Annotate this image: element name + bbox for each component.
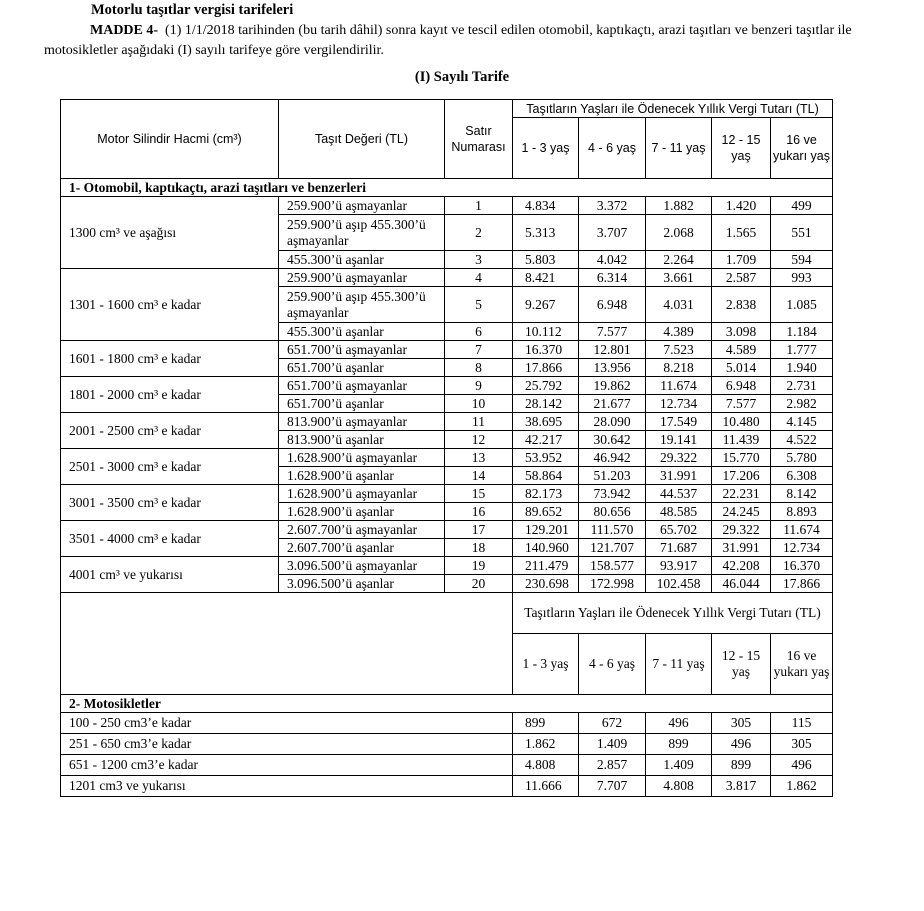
row-number-cell: 11 — [445, 413, 513, 431]
header-age: 16 ve yukarı yaş — [771, 634, 833, 695]
tax-cell: 672 — [579, 713, 646, 734]
tax-cell: 1.409 — [646, 755, 712, 776]
tax-cell: 51.203 — [579, 467, 646, 485]
tax-cell: 5.014 — [712, 359, 771, 377]
tax-cell: 7.577 — [579, 323, 646, 341]
row-number-cell: 15 — [445, 485, 513, 503]
tax-cell: 4.808 — [513, 755, 579, 776]
header-age: 16 ve yukarı yaş — [771, 118, 833, 179]
engine-cell: 4001 cm³ ve yukarısı — [61, 557, 279, 593]
table-row — [61, 755, 833, 776]
value-cell: 259.900’ü aşıp 455.300’ü aşmayanlar — [279, 215, 445, 251]
tax-cell: 5.780 — [771, 449, 833, 467]
tax-cell: 9.267 — [513, 287, 579, 323]
tax-cell: 22.231 — [712, 485, 771, 503]
tax-cell: 19.141 — [646, 431, 712, 449]
tax-cell: 8.218 — [646, 359, 712, 377]
tax-cell: 58.864 — [513, 467, 579, 485]
row-number-cell: 6 — [445, 323, 513, 341]
section-title: 1- Otomobil, kaptıkaçtı, arazi taşıtları ve benzerleri — [61, 179, 833, 197]
tax-cell: 53.952 — [513, 449, 579, 467]
tax-cell: 29.322 — [712, 521, 771, 539]
table-row — [61, 449, 833, 467]
tax-cell: 31.991 — [712, 539, 771, 557]
value-cell: 651.700’ü aşanlar — [279, 395, 445, 413]
tax-cell: 4.589 — [712, 341, 771, 359]
tax-cell: 1.777 — [771, 341, 833, 359]
table-row — [61, 413, 833, 431]
tax-cell: 2.838 — [712, 287, 771, 323]
value-cell: 259.900’ü aşmayanlar — [279, 197, 445, 215]
article-text: (1) 1/1/2018 tarihinden (bu tarih dâhil) sonra kayıt ve tescil edilen otomobil, kaptıkaçtı, arazi taşıtları ve benzeri taşıtlar ile motosikletler aşağıdaki (I) sayılı tarifeye göre vergilendirilir. — [44, 23, 852, 58]
engine-cell: 2501 - 3000 cm³ e kadar — [61, 449, 279, 485]
tax-cell: 1.420 — [712, 197, 771, 215]
value-cell: 2.607.700’ü aşanlar — [279, 539, 445, 557]
row-number-cell: 14 — [445, 467, 513, 485]
tax-cell: 17.866 — [771, 575, 833, 593]
value-cell: 651.700’ü aşanlar — [279, 359, 445, 377]
value-cell: 1.628.900’ü aşmayanlar — [279, 485, 445, 503]
table-body — [61, 100, 833, 797]
tax-cell: 102.458 — [646, 575, 712, 593]
value-cell: 813.900’ü aşmayanlar — [279, 413, 445, 431]
engine-cell: 2001 - 2500 cm³ e kadar — [61, 413, 279, 449]
row-number-cell: 7 — [445, 341, 513, 359]
tax-cell: 29.322 — [646, 449, 712, 467]
tax-cell: 2.068 — [646, 215, 712, 251]
row-number-cell: 17 — [445, 521, 513, 539]
tax-cell: 65.702 — [646, 521, 712, 539]
tax-cell: 4.389 — [646, 323, 712, 341]
tax-cell: 5.803 — [513, 251, 579, 269]
tax-cell: 496 — [646, 713, 712, 734]
tax-cell: 93.917 — [646, 557, 712, 575]
row-number-cell: 10 — [445, 395, 513, 413]
tax-cell: 1.862 — [513, 734, 579, 755]
tax-cell: 13.956 — [579, 359, 646, 377]
tax-cell: 31.991 — [646, 467, 712, 485]
header-age: 7 - 11 yaş — [646, 118, 712, 179]
tax-cell: 48.585 — [646, 503, 712, 521]
tax-tariff-table — [60, 99, 833, 797]
tax-cell: 1.882 — [646, 197, 712, 215]
tax-cell: 16.370 — [771, 557, 833, 575]
value-cell: 259.900’ü aşıp 455.300’ü aşmayanlar — [279, 287, 445, 323]
tax-cell: 899 — [712, 755, 771, 776]
tax-cell: 129.201 — [513, 521, 579, 539]
tax-cell: 158.577 — [579, 557, 646, 575]
header-row — [61, 593, 833, 634]
value-cell: 651.700’ü aşmayanlar — [279, 341, 445, 359]
tax-cell: 7.577 — [712, 395, 771, 413]
row-number-cell: 18 — [445, 539, 513, 557]
header-age: 7 - 11 yaş — [646, 634, 712, 695]
section-title: 2- Motosikletler — [61, 695, 833, 713]
tax-cell: 21.677 — [579, 395, 646, 413]
value-cell: 259.900’ü aşmayanlar — [279, 269, 445, 287]
tax-cell: 89.652 — [513, 503, 579, 521]
header-age: 1 - 3 yaş — [513, 634, 579, 695]
engine-cell: 100 - 250 cm3’e kadar — [61, 713, 513, 734]
table-row — [61, 734, 833, 755]
tax-cell: 2.264 — [646, 251, 712, 269]
header-value: Taşıt Değeri (TL) — [279, 100, 445, 179]
tax-cell: 17.206 — [712, 467, 771, 485]
engine-cell: 1201 cm3 ve yukarısı — [61, 776, 513, 797]
tax-cell: 10.480 — [712, 413, 771, 431]
table-row — [61, 197, 833, 215]
tax-cell: 551 — [771, 215, 833, 251]
tax-cell: 42.217 — [513, 431, 579, 449]
header-age: 4 - 6 yaş — [579, 118, 646, 179]
value-cell: 455.300’ü aşanlar — [279, 323, 445, 341]
tax-cell: 1.184 — [771, 323, 833, 341]
value-cell: 1.628.900’ü aşanlar — [279, 503, 445, 521]
tax-cell: 11.674 — [646, 377, 712, 395]
value-cell: 3.096.500’ü aşanlar — [279, 575, 445, 593]
value-cell: 3.096.500’ü aşmayanlar — [279, 557, 445, 575]
tax-cell: 2.587 — [712, 269, 771, 287]
tax-cell: 1.085 — [771, 287, 833, 323]
header-age: 4 - 6 yaş — [579, 634, 646, 695]
header-tax-group: Taşıtların Yaşları ile Ödenecek Yıllık Vergi Tutarı (TL) — [513, 593, 833, 634]
tax-cell: 305 — [771, 734, 833, 755]
row-number-cell: 13 — [445, 449, 513, 467]
engine-cell: 1601 - 1800 cm³ e kadar — [61, 341, 279, 377]
tax-cell: 11.666 — [513, 776, 579, 797]
tax-cell: 4.522 — [771, 431, 833, 449]
article-number: MADDE 4- — [90, 23, 159, 38]
tax-cell: 4.834 — [513, 197, 579, 215]
row-number-cell: 20 — [445, 575, 513, 593]
section-row — [61, 179, 833, 197]
row-number-cell: 4 — [445, 269, 513, 287]
tax-cell: 8.893 — [771, 503, 833, 521]
row-number-cell: 8 — [445, 359, 513, 377]
header-blank — [61, 593, 513, 695]
tax-cell: 1.565 — [712, 215, 771, 251]
tax-cell: 496 — [712, 734, 771, 755]
row-number-cell: 2 — [445, 215, 513, 251]
tax-cell: 12.734 — [646, 395, 712, 413]
tax-cell: 28.090 — [579, 413, 646, 431]
tax-cell: 5.313 — [513, 215, 579, 251]
value-cell: 1.628.900’ü aşmayanlar — [279, 449, 445, 467]
engine-cell: 1801 - 2000 cm³ e kadar — [61, 377, 279, 413]
header-age: 12 - 15 yaş — [712, 634, 771, 695]
intro-paragraph — [44, 21, 864, 61]
tax-cell: 4.042 — [579, 251, 646, 269]
row-number-cell: 5 — [445, 287, 513, 323]
tax-cell: 44.537 — [646, 485, 712, 503]
tax-cell: 230.698 — [513, 575, 579, 593]
tax-cell: 11.674 — [771, 521, 833, 539]
tax-cell: 899 — [513, 713, 579, 734]
tax-cell: 1.409 — [579, 734, 646, 755]
table-row — [61, 713, 833, 734]
tax-cell: 4.808 — [646, 776, 712, 797]
tax-cell: 24.245 — [712, 503, 771, 521]
engine-cell: 1301 - 1600 cm³ e kadar — [61, 269, 279, 341]
tax-cell: 115 — [771, 713, 833, 734]
tax-cell: 16.370 — [513, 341, 579, 359]
engine-cell: 1300 cm³ ve aşağısı — [61, 197, 279, 269]
tax-cell: 71.687 — [646, 539, 712, 557]
header-tax-group: Taşıtların Yaşları ile Ödenecek Yıllık Vergi Tutarı (TL) — [513, 100, 833, 118]
tax-cell: 1.862 — [771, 776, 833, 797]
tax-cell: 172.998 — [579, 575, 646, 593]
row-number-cell: 9 — [445, 377, 513, 395]
table-row — [61, 521, 833, 539]
tax-cell: 7.707 — [579, 776, 646, 797]
tax-cell: 19.862 — [579, 377, 646, 395]
tax-cell: 211.479 — [513, 557, 579, 575]
tax-cell: 1.709 — [712, 251, 771, 269]
tax-cell: 3.372 — [579, 197, 646, 215]
tax-cell: 305 — [712, 713, 771, 734]
header-age: 1 - 3 yaş — [513, 118, 579, 179]
tax-cell: 496 — [771, 755, 833, 776]
tax-cell: 11.439 — [712, 431, 771, 449]
row-number-cell: 16 — [445, 503, 513, 521]
value-cell: 1.628.900’ü aşanlar — [279, 467, 445, 485]
row-number-cell: 1 — [445, 197, 513, 215]
tax-cell: 42.208 — [712, 557, 771, 575]
tax-cell: 17.549 — [646, 413, 712, 431]
tax-cell: 46.044 — [712, 575, 771, 593]
tax-cell: 10.112 — [513, 323, 579, 341]
tax-cell: 46.942 — [579, 449, 646, 467]
table-row — [61, 341, 833, 359]
row-number-cell: 19 — [445, 557, 513, 575]
tax-cell: 3.661 — [646, 269, 712, 287]
tax-cell: 28.142 — [513, 395, 579, 413]
tax-cell: 2.857 — [579, 755, 646, 776]
tax-cell: 6.948 — [579, 287, 646, 323]
tax-cell: 111.570 — [579, 521, 646, 539]
row-number-cell: 3 — [445, 251, 513, 269]
tax-cell: 25.792 — [513, 377, 579, 395]
header-row — [61, 100, 833, 118]
tax-cell: 7.523 — [646, 341, 712, 359]
page-heading: Motorlu taşıtlar vergisi tarifeleri — [91, 2, 294, 18]
tax-cell: 993 — [771, 269, 833, 287]
table-caption: (I) Sayılı Tarife — [414, 69, 510, 85]
engine-cell: 3501 - 4000 cm³ e kadar — [61, 521, 279, 557]
section-row — [61, 695, 833, 713]
engine-cell: 651 - 1200 cm3’e kadar — [61, 755, 513, 776]
header-row-number: Satır Numarası — [445, 100, 513, 179]
row-number-cell: 12 — [445, 431, 513, 449]
tax-cell: 12.734 — [771, 539, 833, 557]
header-engine: Motor Silindir Hacmi (cm³) — [61, 100, 279, 179]
tax-cell: 80.656 — [579, 503, 646, 521]
tax-cell: 3.707 — [579, 215, 646, 251]
tax-cell: 140.960 — [513, 539, 579, 557]
tax-cell: 1.940 — [771, 359, 833, 377]
value-cell: 455.300’ü aşanlar — [279, 251, 445, 269]
table-row — [61, 269, 833, 287]
tax-cell: 121.707 — [579, 539, 646, 557]
tax-cell: 30.642 — [579, 431, 646, 449]
table-row — [61, 377, 833, 395]
tax-cell: 2.982 — [771, 395, 833, 413]
tax-cell: 594 — [771, 251, 833, 269]
tax-cell: 8.421 — [513, 269, 579, 287]
table-row — [61, 776, 833, 797]
tax-cell: 499 — [771, 197, 833, 215]
table-row — [61, 485, 833, 503]
tax-cell: 4.031 — [646, 287, 712, 323]
value-cell: 651.700’ü aşmayanlar — [279, 377, 445, 395]
tax-cell: 82.173 — [513, 485, 579, 503]
table-row — [61, 557, 833, 575]
engine-cell: 251 - 650 cm3’e kadar — [61, 734, 513, 755]
tax-cell: 6.308 — [771, 467, 833, 485]
tax-cell: 4.145 — [771, 413, 833, 431]
engine-cell: 3001 - 3500 cm³ e kadar — [61, 485, 279, 521]
tax-cell: 899 — [646, 734, 712, 755]
tax-cell: 73.942 — [579, 485, 646, 503]
tax-cell: 12.801 — [579, 341, 646, 359]
tax-cell: 2.731 — [771, 377, 833, 395]
tax-cell: 3.817 — [712, 776, 771, 797]
header-age: 12 - 15 yaş — [712, 118, 771, 179]
tax-cell: 6.314 — [579, 269, 646, 287]
tax-cell: 3.098 — [712, 323, 771, 341]
tax-cell: 15.770 — [712, 449, 771, 467]
value-cell: 2.607.700’ü aşmayanlar — [279, 521, 445, 539]
tax-cell: 17.866 — [513, 359, 579, 377]
tax-cell: 6.948 — [712, 377, 771, 395]
tax-cell: 8.142 — [771, 485, 833, 503]
value-cell: 813.900’ü aşanlar — [279, 431, 445, 449]
tax-cell: 38.695 — [513, 413, 579, 431]
